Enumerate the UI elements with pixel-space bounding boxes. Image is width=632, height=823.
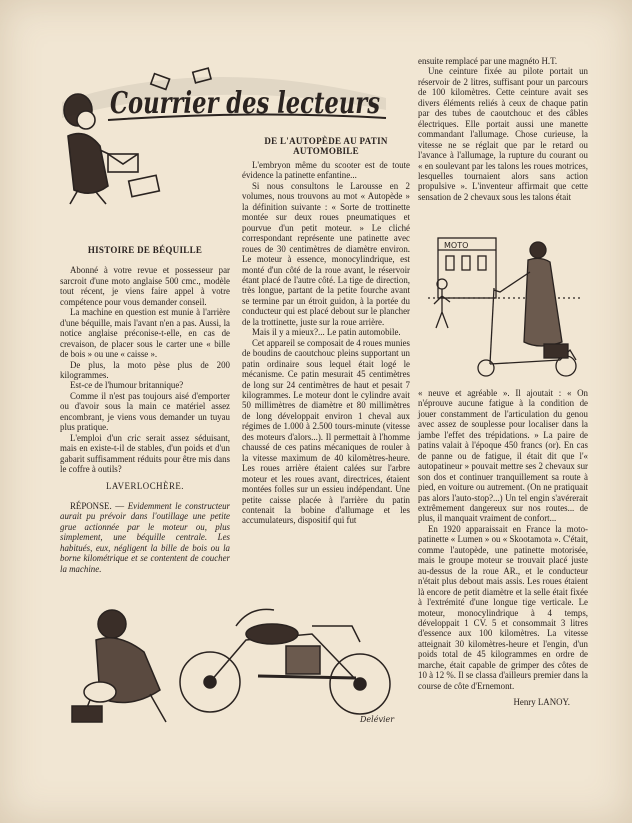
scooter-rider-icon	[478, 242, 576, 376]
letter-autopede-col3-top	[418, 56, 588, 202]
letter1-paragraph: Est-ce de l'humour britannique?	[70, 380, 184, 391]
letter2-paragraph: L'embryon même du scooter est de toute évidence la patinette enfantine...	[242, 160, 410, 181]
letter2-paragraph: En 1920 apparaissait en France la moto-patinette « Lumen » ou « Skootamota ». C'était, comme l'autopède, une patinette motorisée, mais le groupe moteur se trouvait placé juste au-dessus de la roue AR., et le conducteur n'était plus debout mais assis. Les roues étaient là encore de petit diamètre et la selle était fixée à l'extrémité d'une longue tige verticale. Le moteur, monocylindrique à 4 temps, développait 1 CV. 5 et consommait 3 litres d'essence aux 100 kilomètres. La vitesse atteignait 30 kilomètres-heure et l'engin, d'un poids total de 45 kilogrammes en ordre de marche, était capable de grimper des côtes de 10 à 12 %. Il se classa d'ailleurs premier dans la course de côte d'Ernemont.	[418, 523, 588, 691]
letter-bequille	[60, 245, 230, 574]
letter1-signature: LAVERLOCHÈRE.	[105, 480, 185, 491]
letter1-reply	[60, 501, 230, 574]
reply-lead: RÉPONSE. —	[70, 500, 125, 511]
letter1-paragraph: De plus, la moto pèse plus de 200 kilogrammes.	[60, 359, 230, 380]
standing-boy-icon	[434, 279, 450, 328]
motorcycle-icon	[180, 609, 390, 714]
letter2-signature: Henry LANOY.	[513, 697, 570, 708]
letter2-paragraph: Cet appareil se composait de 4 roues munies de boudins de caoutchouc pleins supportant un patin ordinaire sous lequel était logé le mécanisme. Ce patin mesurait 45 centimètres de long sur 24 centimètres de haut et pesait 7 kilogrammes. Le moteur dont le cylindre avait 50 millimètres de diamètre et 80 millimètres de long développait environ 1 cheval aux régimes de 1.000 à 2.500 tours-minute (vitesse des moteurs d'alors...). Il permettait à l'homme chaussé de ces patins mécaniques de rouler à la vitesse maximum de 40 kilomètres-heure. Les roues arrière étaient calées sur l'arbre moteur et les roues avant, directrices, étaient montées folles sur un essieu indépendant. Une petite caisse placée à l'arrière du patin contenait la bobine d'allumage et les accumulateurs, dispositif qui fut	[242, 337, 410, 526]
letter1-paragraph: Comme il n'est pas toujours aisé d'emporter ou d'avoir sous la main ce matériel assez encombrant, je viens vous demander un tuyau plus pratique.	[60, 390, 230, 433]
motorcycle-cartoon-illustration	[60, 582, 412, 730]
letter1-paragraph: Abonné à votre revue et possesseur par sarcroit d'une moto anglaise 500 cmc., modèle tout récent, je viens faire appel à votre compétence pour vous demander conseil.	[60, 265, 230, 307]
letter2-paragraph: ensuite remplacé par une magnéto H.T.	[418, 56, 558, 66]
scooter-rider-illustration	[420, 232, 586, 380]
letter2-paragraph: « neuve et agréable ». Il ajoutait : « On n'éprouve aucune fatigue à la condition de jouer constamment de l'articulation du genou avec assez de souplesse pour localiser dans la jambe l'effet des trépidations. » La paire de patins valait à l'époque 450 francs (or). En cas de panne ou de fatigue, il était dit que l'« autopatineur » pouvait mettre ses 2 chevaux sur son dos et continuer tranquillement sa route à pied, en voiture ou autrement. (On ne pratiquait pas alors l'auto-stop?...) Un tel engin s'avérerait extrêmement dangereux sur nos routes... de plus, il manquait vraiment de confort...	[418, 388, 588, 524]
letter-autopede-col3-bottom	[418, 388, 588, 708]
masthead-title: Courrier des lecteurs	[110, 86, 381, 121]
reply-text: Evidemment le constructeur aurait pu prévoir dans l'outillage une petite grue actionnée par le moteur ou, plus simplement, une béquille centrale. Les habitués, eux, négligent la bille de bois ou la borne kilométrique et se contentent de coucher la machine.	[60, 500, 230, 574]
building-sign: MOTO	[444, 241, 469, 250]
mechanic-cartoon-icon	[72, 610, 166, 722]
letter2-paragraph: Une ceinture fixée au pilote portait un réservoir de 2 litres, suffisant pour un parcours de 100 kilomètres. Cette ceinture avait ses divers éléments reliés à ceux de chaque patin par des tubes de caoutchouc et des câbles électriques. Elle portait aussi une manette commandant l'allumage. Chose curieuse, la vitesse ne se réglait que par le retard ou l'avance à l'allumage, la rupture du courant ou « en soulevant par les talons les roues motrices, lesquelles tournaient alors sans action propulsive ». L'inventeur affirmait que cette sensation de 2 chevaux sous les talons était	[418, 66, 588, 202]
letter-autopede-col2	[242, 160, 410, 526]
letter2-title: DE L'AUTOPÈDE AU PATIN AUTOMOBILE	[264, 136, 388, 157]
letter2-paragraph: Mais il y a mieux?... Le patin automobile.	[252, 327, 401, 338]
letter1-paragraph: L'emploi d'un cric serait assez séduisant, mais en existe-t-il de stables, d'un poids et d'un gabarit suffisamment réduits pour être mis dans le coffre à outils?	[60, 432, 230, 475]
letter1-paragraph: La machine en question est munie à l'arrière d'une béquille, mais l'avant n'en a pas. Aussi, la notice anglaise préconise-t-elle, en cas de crevaison, de placer sous le carter une « bille de bois » ou une « caisse ».	[60, 307, 230, 360]
cartoon-signature: Delévier	[360, 715, 395, 724]
letter2-paragraph: Si nous consultons le Larousse en 2 volumes, nous trouvons au mot « Autopède » la définition suivante : « Sorte de trottinette montée sur deux roues pneumatiques et pourvue d'un petit moteur. » Le cliché correspondant représente une patinette avec roues de 30 centimètres de diamètre environ. Le moteur à essence, monocylindrique, est monté d'un côté de la roue avant, le réservoir étant placé de l'autre côté. La tige de direction, très longue, partant de la petite fourche avant se termine par un étroit guidon, à la portée du conducteur qui est placé debout sur le plancher de la trottinette, juste sur la roue arrière.	[242, 180, 410, 327]
letter2-heading	[242, 136, 410, 157]
letter1-title: HISTOIRE DE BÉQUILLE	[87, 245, 203, 255]
